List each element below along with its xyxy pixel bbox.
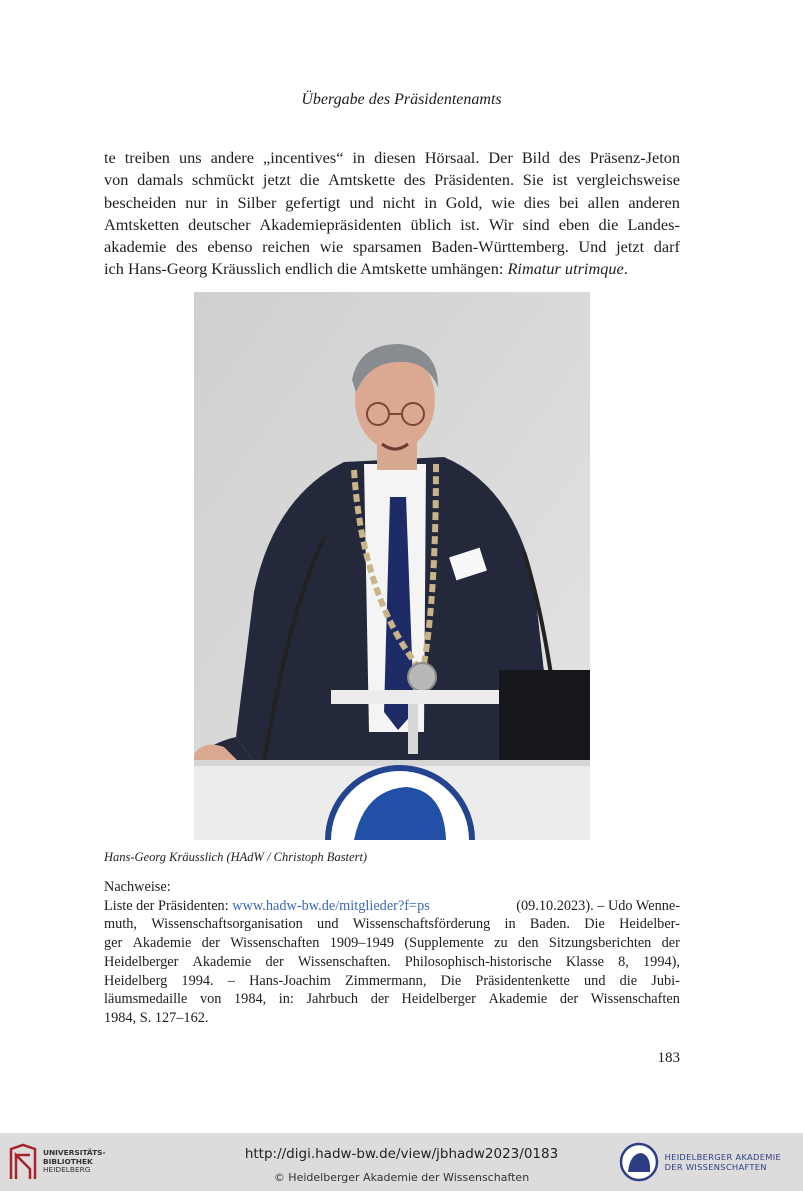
word: Gold, [445,192,483,212]
word: Der [488,148,513,167]
motto-italic: Rimatur utrimque [507,259,624,279]
word: des [403,170,426,190]
word: sparsamen [352,237,422,257]
body-last-end: . [623,259,628,279]
reference-line-last: 1984, S. 127–162. [104,1009,209,1026]
reference-text: (09.10.2023). – Udo Wenne- [516,897,680,914]
word: deutscher [188,214,251,234]
word: Präsidenten. [434,170,515,190]
word: üblich [410,214,452,234]
word: darf [653,237,680,257]
word: in [352,148,366,167]
word: nur [185,192,207,212]
word: der [370,991,389,1008]
word: Hans-Joachim [249,972,331,989]
word: Präsenz-Jeton [589,148,680,167]
word: Baden. [529,916,570,933]
word: Wissenschaften [230,935,320,952]
word: die [598,214,619,234]
word: läumsmedaille [104,991,188,1008]
word: Akademie [488,991,548,1008]
word: Akademie [132,935,192,952]
word: Präsidentenkette [475,972,570,989]
word: te [104,148,116,167]
word: anderen [628,192,680,212]
word: gefertigt [285,192,341,212]
word: wie [319,237,344,257]
word: ist [552,170,568,190]
ub-line1: UNIVERSITÄTS- [43,1148,106,1158]
word: und [349,192,374,212]
body-line [104,147,680,169]
word: ger [104,935,123,952]
word: Amtskette [328,170,396,190]
word: Akademie [192,953,252,970]
word: Heidelberger [401,991,476,1008]
reference-line [104,990,680,1009]
word: Wir [488,214,514,234]
word: Jahrbuch [306,991,359,1008]
word: uns [178,148,202,167]
word: in [424,192,437,212]
page-number: 183 [657,1050,680,1066]
word: von [104,170,129,190]
word: allen [587,192,620,212]
word: Akademiepräsidenten [259,214,402,234]
word: die [619,972,638,989]
word: 8, [618,953,629,970]
references-heading: Nachweise: [104,879,171,895]
reference-line [104,972,680,991]
body-line [104,192,680,214]
word: den [517,935,539,952]
word: dies [523,192,551,212]
academy-line2: DER WISSENSCHAFTEN [664,1162,767,1172]
word: Hörsaal. [424,148,480,167]
word: und [584,972,606,989]
word: damals [137,170,184,190]
word: des [176,237,198,257]
presidents-list-link[interactable]: www.hadw-bw.de/mitglieder?f=ps [232,897,430,914]
word: des [558,148,581,167]
body-line [104,214,680,236]
word: diesen [374,148,416,167]
ub-line3: HEIDELBERG [43,1165,91,1175]
word: nicht [382,192,416,212]
copyright-notice: © Heidelberger Akademie der Wissenschaften [273,1171,530,1184]
word: der [265,953,284,970]
references [104,878,680,1028]
photo-caption: Hans-Georg Kräusslich (HAdW / Christoph Bastert) [104,850,368,864]
word: Und [578,237,607,257]
academy-seal-icon [619,1142,659,1182]
ub-line2: BIBLIOTHEK [43,1156,93,1166]
word: 1909–1949 [329,935,395,952]
reference-line [104,934,680,953]
portrait-photo [194,292,590,840]
word: Wissenschaften. [297,953,391,970]
word: „incentives“ [262,148,344,167]
word: – [227,972,235,989]
word: Baden-Württemberg. [431,237,569,257]
word: sind [522,214,550,234]
word: Zimmermann, [345,972,427,989]
word: in: [278,991,294,1008]
body-line [104,169,680,191]
word: und [317,916,339,933]
word: Jubi- [651,972,680,989]
viewer-footer [0,1133,803,1191]
academy-line1: HEIDELBERGER AKADEMIE [664,1152,781,1162]
word: Die [440,972,462,989]
word: Heidelber- [619,916,680,933]
word: Philosophisch-historische [404,953,552,970]
word: Die [584,916,605,933]
word: Landes- [627,214,680,234]
reference-line [104,953,680,972]
word: von [199,991,222,1008]
reference-line [104,915,680,934]
word: Wissenschaftsförderung [352,916,491,933]
word: Silber [237,192,277,212]
word: der [201,935,220,952]
word: Klasse [565,953,604,970]
word: vergleichsweise [576,170,680,190]
word: Wissenschaftsorganisation [151,916,303,933]
word: 1984, [234,991,267,1008]
reference-line [104,897,680,916]
body-line-last [104,258,680,280]
word: Sie [522,170,544,190]
word: treiben [124,148,170,167]
running-head: Übergabe des Präsidentenamts [301,91,502,108]
page-url[interactable]: http://digi.hadw-bw.de/view/jbhadw2023/0183 [244,1146,559,1162]
word: jetzt [616,237,645,257]
word: die [299,170,320,190]
word: bei [558,192,579,212]
word: der [559,991,579,1008]
reference-text: Liste der Präsidenten: [104,897,233,914]
word: der [661,935,680,952]
word: ist. [460,214,480,234]
word: ebenso [207,237,253,257]
word: 1994), [643,953,680,970]
body-paragraph [104,147,680,281]
word: 1994. [181,972,214,989]
word: Heidelberg [104,972,168,989]
word: muth, [104,916,137,933]
word: Sitzungsberichten [548,935,652,952]
word: jetzt [262,170,291,190]
word: akademie [104,237,167,257]
word: schmückt [191,170,255,190]
word: (Supplemente [404,935,484,952]
word: in [504,916,516,933]
word: Amtsketten [104,214,180,234]
word: Heidelberger [104,953,179,970]
body-last-text: ich Hans-Georg Kräusslich endlich die Amtskette umhängen: [104,259,508,279]
word: reichen [262,237,311,257]
word: Bild [521,148,550,167]
body-line [104,236,680,258]
word: zu [494,935,508,952]
word: in [215,192,229,212]
word: wie [491,192,515,212]
academy-logo[interactable] [619,1142,781,1182]
word: andere [210,148,254,167]
word: Wissenschaften [590,991,680,1008]
word: bescheiden [104,192,177,212]
word: eben [558,214,590,234]
